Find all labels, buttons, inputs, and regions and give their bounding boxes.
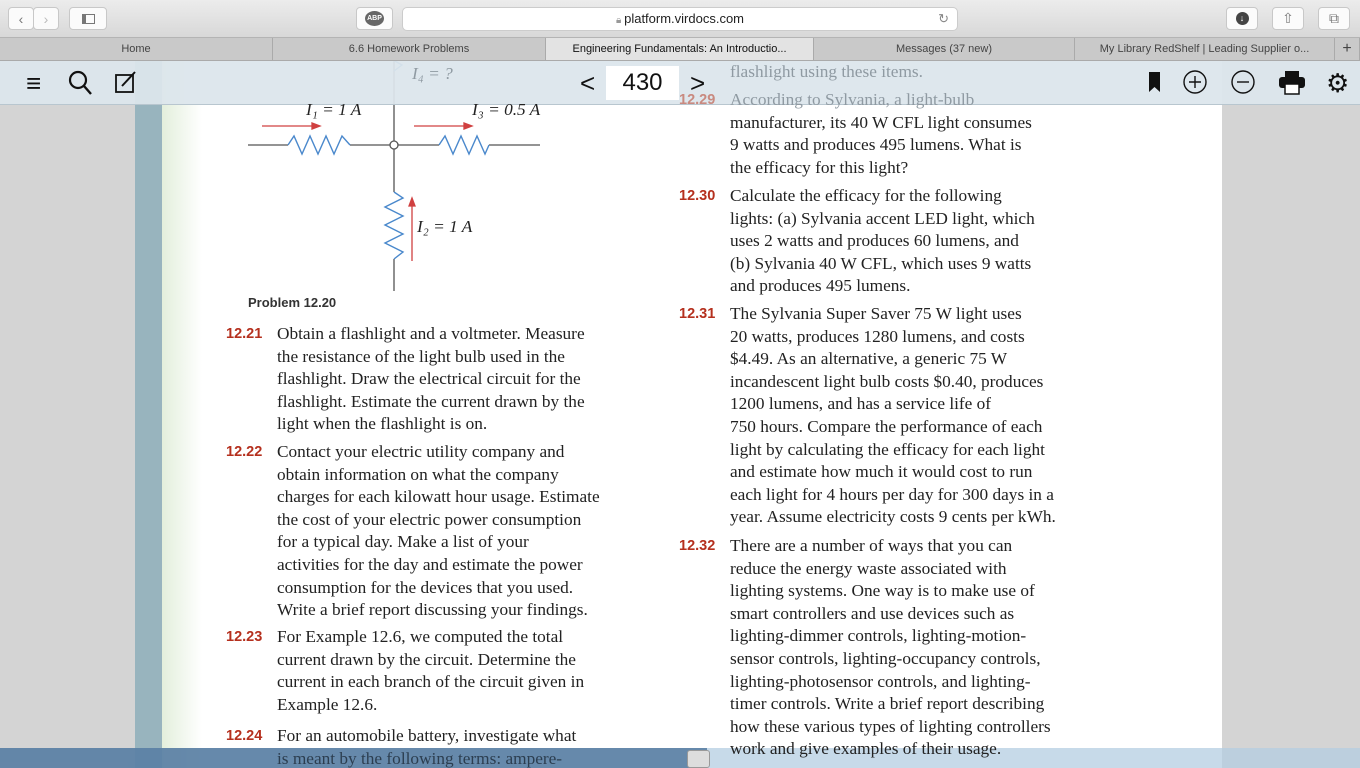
lock-icon: 🔒︎ — [615, 15, 625, 26]
downloads-button[interactable] — [1226, 7, 1258, 30]
print-icon[interactable] — [1278, 69, 1306, 100]
problem-number: 12.31 — [679, 306, 716, 322]
problem-text-line: activities for the day and estimate the power — [277, 555, 583, 574]
abp-icon: ABP — [365, 11, 384, 26]
problem-text-line: smart controllers and use devices such as — [730, 603, 1015, 623]
problem-text-line: Write a brief report discussing your findings. — [277, 600, 588, 620]
problem-text-line: 20 watts, produces 1280 lumens, and costs — [730, 326, 1025, 346]
problem-text-line: uses 2 watts and produces 60 lumens, and — [730, 231, 1019, 251]
problem-text-line: obtain information on what the company — [277, 464, 559, 484]
label-i4: I₄ = ? — [412, 64, 453, 83]
page-gutter — [135, 61, 162, 768]
problem-text-line: lighting systems. One way is to make use of — [730, 581, 1035, 601]
book-page — [162, 61, 1222, 768]
tabs-icon: ⧉ — [1329, 10, 1339, 26]
problem-text-line: each light for 4 hours per day for 300 days in a — [730, 484, 1054, 504]
problem-text-line: work and give examples of their usage. — [730, 739, 1002, 759]
problem-text-line: and produces 495 lumens. — [730, 276, 911, 296]
zoom-in-icon[interactable] — [1182, 69, 1208, 100]
problem-text-line: 750 hours. Compare the performance of each — [730, 417, 1043, 436]
problem-text-line: sensor controls, lighting-occupancy controls, — [730, 649, 1041, 668]
tab-engineering[interactable]: Engineering Fundamentals: An Introductio... — [546, 38, 814, 60]
problem-text-line: light when the flashlight is on. — [277, 414, 488, 434]
problem-text-line: flashlight using these items. — [730, 62, 923, 81]
label-i3: I₃ = 0.5 A — [472, 100, 541, 119]
problem-text-line: reduce the energy waste associated with — [730, 558, 1007, 578]
tab-home[interactable]: Home — [0, 38, 273, 60]
problem-text-line: manufacturer, its 40 W CFL light consumes — [730, 112, 1032, 132]
share-button[interactable] — [1272, 7, 1304, 30]
problem-text-line: For an automobile battery, investigate what — [277, 726, 577, 745]
problem-text-line: charges for each kilowatt hour usage. Estimate — [277, 487, 600, 507]
problem-text-line: is meant by the following terms: ampere- — [277, 748, 563, 768]
tabs-overview-button[interactable] — [1318, 7, 1350, 30]
address-bar[interactable] — [402, 7, 958, 31]
problem-text-line: 1200 lumens, and has a service life of — [730, 394, 992, 414]
sidebar-toggle-button[interactable] — [69, 7, 107, 30]
tab-homework[interactable]: 6.6 Homework Problems — [273, 38, 546, 60]
problem-number: 12.24 — [226, 728, 263, 744]
problem-text-line: timer controls. Write a brief report describing — [730, 694, 1045, 714]
problem-text-line: $4.49. As an alternative, a generic 75 W — [730, 349, 1008, 369]
problem-text-line: the resistance of the light bulb used in the — [277, 346, 565, 366]
problem-text-line: current in each branch of the circuit given in — [277, 672, 585, 692]
problem-text-line: The Sylvania Super Saver 75 W light uses — [730, 304, 1022, 323]
page-number-input[interactable]: 430 — [606, 66, 679, 100]
problem-text-line: how these various types of lighting controllers — [730, 716, 1051, 736]
problem-text-line: There are a number of ways that you can — [730, 536, 1013, 555]
problem-text-line: lighting-photosensor controls, and lighting- — [730, 671, 1031, 691]
problem-text-line: According to Sylvania, a light-bulb — [730, 90, 975, 109]
problem-text-line: lights: (a) Sylvania accent LED light, which — [730, 208, 1035, 228]
tab-bar — [0, 38, 1360, 61]
prev-page-button[interactable]: < — [580, 68, 596, 98]
forward-button[interactable]: › — [33, 7, 59, 30]
problem-text-line: Obtain a flashlight and a voltmeter. Measure — [277, 324, 585, 343]
tab-messages[interactable]: Messages (37 new) — [814, 38, 1075, 60]
problem-number: 12.22 — [226, 444, 263, 460]
problem-text-line: the cost of your electric power consumption — [277, 509, 582, 529]
problem-text-line: year. Assume electricity costs 9 cents per kWh. — [730, 507, 1056, 527]
problem-text-line: incandescent light bulb costs $0.40, produces — [730, 371, 1044, 391]
url-text: platform.virdocs.com — [624, 11, 745, 26]
problem-text-line: Calculate the efficacy for the following — [730, 186, 1002, 205]
problem-text-line: (b) Sylvania 40 W CFL, which uses 9 watts — [730, 253, 1032, 273]
share-icon: ⇧ — [1282, 10, 1294, 26]
problem-number: 12.29 — [679, 92, 716, 108]
settings-gear-icon[interactable]: ⚙ — [1326, 68, 1350, 98]
problem-text-line: light by calculating the efficacy for each light — [730, 439, 1045, 459]
problem-text-line: flashlight. Estimate the current drawn by the — [277, 391, 585, 411]
problem-text-line: 9 watts and produces 495 lumens. What is — [730, 135, 1022, 155]
menu-icon[interactable]: ≡ — [26, 68, 42, 98]
problem-number: 12.30 — [679, 188, 716, 204]
label-i1: I₁ = 1 A — [306, 100, 362, 119]
problem-text-line: the efficacy for this light? — [730, 157, 909, 177]
label-i2: I₂ = 1 A — [417, 217, 473, 236]
back-button[interactable]: ‹ — [8, 7, 34, 30]
problem-text-line: for a typical day. Make a list of your — [277, 532, 529, 552]
problem-text-line: current drawn by the circuit. Determine the — [277, 649, 576, 669]
zoom-out-icon[interactable] — [1230, 69, 1256, 100]
next-page-button[interactable]: > — [690, 68, 706, 98]
figure-caption: Problem 12.20 — [248, 295, 337, 310]
browser-toolbar — [0, 0, 1360, 38]
bookmark-icon[interactable] — [1148, 69, 1162, 100]
search-icon[interactable] — [68, 69, 94, 104]
annotate-icon[interactable] — [114, 69, 138, 100]
problem-text-line: consumption for the devices that you used. — [277, 577, 574, 597]
problem-number: 12.21 — [226, 326, 263, 342]
problem-text-line: lighting-dimmer controls, lighting-motion- — [730, 626, 1027, 646]
problem-number: 12.32 — [679, 538, 716, 554]
reload-icon[interactable]: ↻ — [938, 11, 949, 26]
problem-text-line: flashlight. Draw the electrical circuit for the — [277, 369, 581, 389]
problem-text-line: Example 12.6. — [277, 694, 378, 714]
problem-text-line: Contact your electric utility company and — [277, 442, 565, 461]
download-icon: ↓ — [1236, 12, 1249, 25]
sidebar-icon — [82, 14, 95, 24]
page-progress-slider[interactable] — [0, 748, 1360, 768]
problem-text-line: and estimate how much it would cost to run — [730, 462, 1033, 482]
new-tab-button[interactable]: + — [1335, 38, 1360, 60]
adblock-button[interactable] — [356, 7, 393, 30]
tab-redshelf[interactable]: My Library RedShelf | Leading Supplier o... — [1075, 38, 1335, 60]
problem-number: 12.23 — [226, 629, 263, 645]
slider-handle[interactable] — [687, 750, 710, 768]
problem-text-line: For Example 12.6, we computed the total — [277, 627, 564, 646]
